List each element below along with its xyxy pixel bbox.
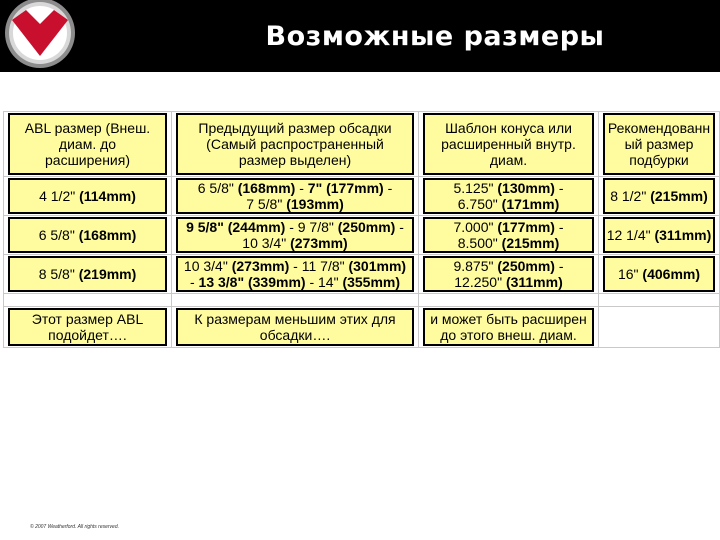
- table-row: [4, 255, 720, 294]
- slide-title: Возможные размеры: [265, 21, 605, 52]
- cell-casing-size: 6 5/8" (168mm) - 7" (177mm) - 7 5/8" (193mm): [176, 178, 414, 214]
- cell-abl-size: 8 5/8" (219mm): [8, 256, 167, 292]
- weatherford-logo-icon: [0, 0, 86, 72]
- footer-casing-note: К размерам меньшим этих для обсадки….: [176, 308, 414, 346]
- cell-abl-size: 6 5/8" (168mm): [8, 217, 167, 253]
- cell-bit-size: 8 1/2" (215mm): [603, 178, 715, 214]
- header-previous-casing: Предыдущий размер обсадки (Самый распространенный размер выделен): [176, 113, 414, 175]
- footer-abl-note: Этот размер ABL подойдет….: [8, 308, 167, 346]
- cell-bit-size: 16" (406mm): [603, 256, 715, 292]
- cell-casing-size: 9 5/8" (244mm) - 9 7/8" (250mm) - 10 3/4" (273mm): [176, 217, 414, 253]
- header-abl-size: ABL размер (Внеш. диам. до расширения): [8, 113, 167, 175]
- size-table: [3, 111, 719, 348]
- spacer-row: [4, 294, 720, 307]
- table-header-row: [4, 112, 720, 177]
- footer-empty-cell: [599, 309, 719, 345]
- cell-drift-size: 5.125" (130mm) - 6.750" (171mm): [423, 178, 594, 214]
- copyright-note: © 2007 Weatherford. All rights reserved.: [30, 524, 120, 530]
- title-bar: [0, 0, 720, 72]
- table-footer-row: [4, 307, 720, 348]
- cell-drift-size: 9.875" (250mm) - 12.250" (311mm): [423, 256, 594, 292]
- cell-drift-size: 7.000" (177mm) - 8.500" (215mm): [423, 217, 594, 253]
- footer-expand-note: и может быть расширен до этого внеш. диам.: [423, 308, 594, 346]
- table-row: [4, 177, 720, 216]
- cell-abl-size: 4 1/2" (114mm): [8, 178, 167, 214]
- header-drift-id: Шаблон конуса или расширенный внутр. диам.: [423, 113, 594, 175]
- header-pilot-bit: Рекомендованн ый размер подбурки: [603, 113, 715, 175]
- table-row: [4, 216, 720, 255]
- cell-casing-size: 10 3/4" (273mm) - 11 7/8" (301mm) - 13 3/8" (339mm) - 14" (355mm): [176, 256, 414, 292]
- cell-bit-size: 12 1/4" (311mm): [603, 217, 715, 253]
